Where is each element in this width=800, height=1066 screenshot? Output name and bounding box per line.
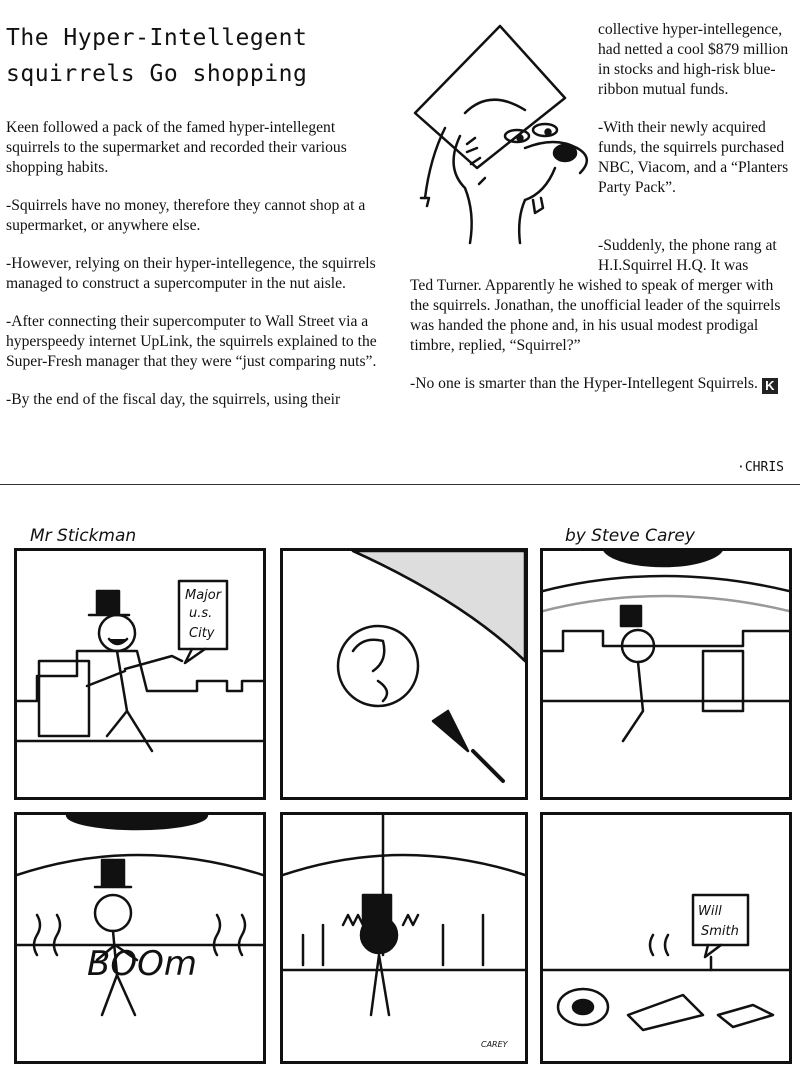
article-paragraph: Ted Turner. Apparently he wished to speak of merger with the squirrels. Jonathan, the unofficial leader of the squirrels was handed the phone and, in his usual modest prodigal timbre, replied, “Squirrel?” [410,277,781,354]
comic-panel-6 [540,812,792,1064]
article-left-column [6,118,391,428]
comic-panel-1 [14,548,266,800]
article-paragraph: collective hyper-intellegence, had netted a cool $879 million in stocks and high-risk blue-ribbon mutual funds. [598,21,789,98]
artist-tag: CAREY [481,1040,508,1049]
panel6-sign-line1: Will [698,904,722,919]
article-title-line1: The Hyper-Intellegent [6,25,308,51]
section-divider [0,484,800,485]
article-paragraph: -Suddenly, the phone rang at H.I.Squirrel H.Q. It was [598,237,777,274]
author-signature: ·CHRIS [737,460,784,475]
article-title [6,20,386,92]
article-paragraph: -After connecting their supercomputer to Wall Street via a hyperspeedy internet UpLink, the squirrels explained to the Super-Fresh manager that they were “just comparing nuts”. [6,313,377,370]
comic-panel-4 [14,812,266,1064]
panel1-sign-line3: City [189,626,215,641]
squirrel-graduate-illustration [405,18,595,248]
panel6-sign-line2: Smith [701,924,739,939]
panel1-sign-line2: u.s. [189,606,213,621]
comic-title: Mr Stickman [30,526,137,546]
comic-panel-3 [540,548,792,800]
article-paragraph: -Squirrels have no money, therefore they cannot shop at a supermarket, or anywhere else. [6,197,366,234]
article-paragraph: Keen followed a pack of the famed hyper-intellegent squirrels to the supermarket and recorded their various shopping habits. [6,119,347,176]
boom-sound-effect: BOOm [87,944,197,984]
article-paragraph: -With their newly acquired funds, the squirrels purchased NBC, Viacom, and a “Planters Party Pack”. [598,119,789,196]
article-title-line2: squirrels Go shopping [6,61,308,87]
article-paragraph [410,374,794,394]
article-right-column-bottom [410,276,794,394]
article-paragraph: -By the end of the fiscal day, the squirrels, using their [6,391,341,408]
article-paragraph: -However, relying on their hyper-intellegence, the squirrels managed to construct a supercomputer in the nut aisle. [6,255,376,292]
comic-panel-2 [280,548,528,800]
comic-byline: by Steve Carey [565,526,695,546]
article-right-column-wrap [598,236,794,276]
comic-panel-5 [280,812,528,1064]
article-right-column-top [598,20,794,216]
keen-end-mark-icon: K [762,378,778,394]
closing-paragraph-text: -No one is smarter than the Hyper-Intellegent Squirrels. [410,375,758,392]
panel1-sign-line1: Major [185,588,222,603]
